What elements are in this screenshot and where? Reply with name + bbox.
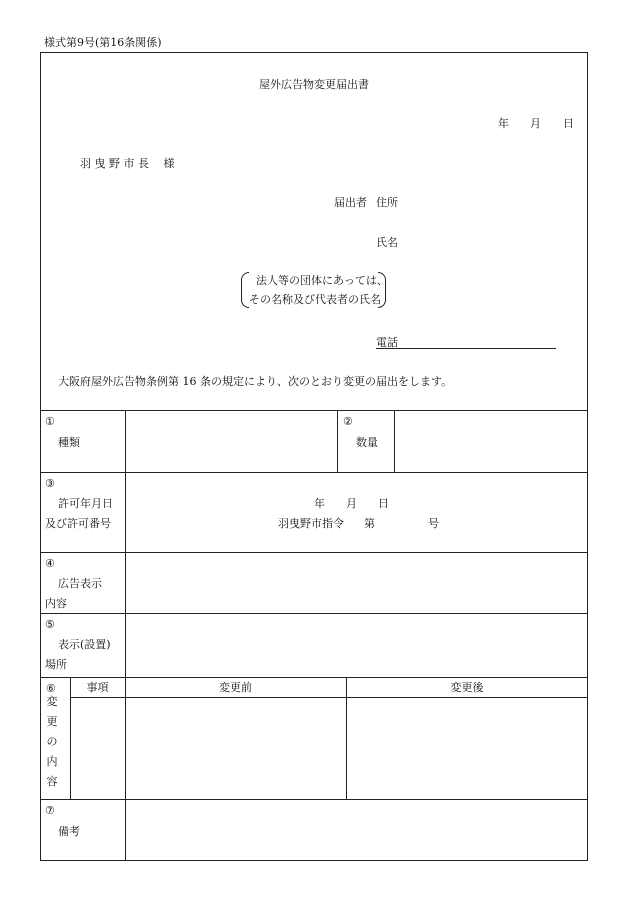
permit-label-line2: 及び許可番号 bbox=[45, 517, 111, 530]
row7-number: ⑦ bbox=[45, 804, 55, 817]
content-label-line2: 内容 bbox=[45, 597, 67, 610]
phone-underline bbox=[376, 348, 556, 349]
permit-dai-label: 第 bbox=[364, 517, 375, 530]
form-number: 様式第9号(第16条関係) bbox=[44, 36, 162, 49]
name-label: 氏名 bbox=[376, 236, 398, 249]
row6-number: ⑥ bbox=[46, 682, 56, 695]
row5-number: ⑤ bbox=[45, 618, 55, 631]
date-day-label: 日 bbox=[563, 117, 574, 130]
corp-note-bracket-left bbox=[241, 272, 249, 308]
corp-note-bracket-right bbox=[378, 272, 386, 308]
change-col-after: 変更後 bbox=[450, 681, 484, 694]
label-column-line bbox=[125, 410, 126, 677]
row3-number: ③ bbox=[45, 477, 55, 490]
row2-number: ② bbox=[343, 415, 353, 428]
form-frame bbox=[40, 52, 588, 861]
change-col-before: 変更前 bbox=[219, 681, 252, 694]
row4-number: ④ bbox=[45, 557, 55, 570]
change-before-after-line bbox=[346, 677, 347, 799]
label-column-line bbox=[125, 799, 126, 861]
row-divider bbox=[40, 613, 588, 614]
table-top-line bbox=[40, 410, 588, 411]
permit-day-label: 日 bbox=[378, 497, 389, 510]
change-vertical-char: 更 bbox=[46, 715, 58, 728]
kind-label: 種類 bbox=[58, 436, 80, 449]
statement-text: 大阪府屋外広告物条例第 16 条の規定により、次のとおり変更の届出をします。 bbox=[58, 375, 453, 388]
permit-gou-label: 号 bbox=[428, 517, 439, 530]
row1-number: ① bbox=[45, 415, 55, 428]
date-year-label: 年 bbox=[498, 117, 509, 130]
row-divider bbox=[40, 677, 588, 678]
corp-note-line1: 法人等の団体にあっては、 bbox=[256, 274, 388, 287]
change-vertical-char: 内 bbox=[46, 755, 58, 768]
phone-label: 電話 bbox=[376, 336, 398, 349]
row-divider bbox=[40, 552, 588, 553]
quantity-value-line bbox=[394, 410, 395, 472]
quantity-column-line bbox=[337, 410, 338, 472]
change-col-item: 事項 bbox=[86, 681, 109, 694]
row-divider bbox=[40, 799, 588, 800]
change-vertical-char: 容 bbox=[46, 775, 58, 788]
content-label-line1: 広告表示 bbox=[58, 577, 102, 590]
corp-note-line2: その名称及び代表者の氏名 bbox=[249, 293, 381, 306]
change-vertical-line bbox=[70, 677, 71, 799]
location-label-line2: 場所 bbox=[45, 658, 67, 671]
location-label-line1: 表示(設置) bbox=[58, 638, 111, 651]
form-title: 屋外広告物変更届出書 bbox=[259, 78, 369, 91]
change-vertical-char: 変 bbox=[46, 695, 58, 708]
date-month-label: 月 bbox=[530, 117, 541, 130]
city-order-label: 羽曳野市指令 bbox=[278, 517, 344, 530]
address-label: 住所 bbox=[376, 196, 398, 209]
change-vertical-char: の bbox=[46, 735, 58, 748]
change-vertical-label bbox=[45, 692, 59, 792]
quantity-label: 数量 bbox=[356, 436, 378, 449]
permit-label-line1: 許可年月日 bbox=[58, 497, 113, 510]
addressee: 羽 曳 野 市 長 様 bbox=[80, 157, 175, 170]
change-header-line bbox=[70, 697, 588, 698]
change-item-line bbox=[125, 677, 126, 799]
row-divider bbox=[40, 472, 588, 473]
remarks-label: 備考 bbox=[58, 825, 80, 838]
applicant-label: 届出者 bbox=[334, 196, 367, 209]
permit-year-label: 年 bbox=[314, 497, 325, 510]
permit-month-label: 月 bbox=[346, 497, 357, 510]
